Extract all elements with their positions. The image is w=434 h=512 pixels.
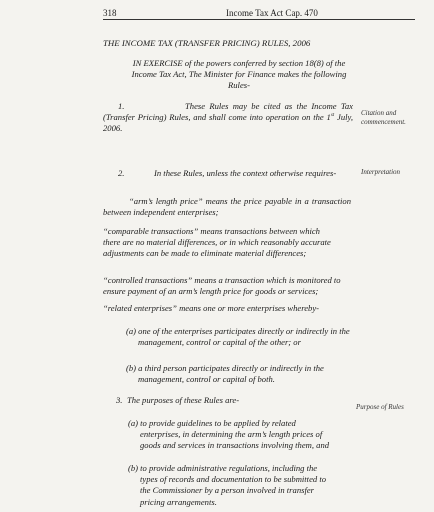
header-rule [103, 19, 415, 20]
definition-comparable-transactions: “comparable transactions” means transactions between which there are no material differences, or in which reasonably accurate adjustments can be made to eliminate material differences; [103, 226, 331, 259]
definition-related-enterprises: “related enterprises” means one or more enterprises whereby- [103, 303, 320, 313]
rule-1-text: These Rules may be cited as the Income Tax (Transfer Pricing) Rules, and shall come into operation on the 1st July, 2006. [103, 101, 353, 134]
rule-3-margin-note: Purpose of Rules [356, 403, 404, 411]
purpose-item-b: (b) to provide administrative regulations, including the types of records and documentation to be submitted to the Commissioner by a person involved in transfer pricing arrangements. [128, 463, 327, 507]
purpose-item-a: (a) to provide guidelines to be applied by related enterprises, in determining the arm’s length prices of goods and services in transactions involving them, and [128, 418, 330, 451]
rule-3-number: 3. [116, 395, 123, 405]
related-item-b: (b) a third person participates directly or indirectly in the management, control or capital of both. [126, 363, 324, 385]
document-title: THE INCOME TAX (TRANSFER PRICING) RULES, 2006 [103, 38, 311, 48]
page-number: 318 [103, 8, 117, 18]
definition-controlled-transactions: “controlled transactions” means a transaction which is monitored to ensure payment of an arm’s length price for goods or services; [103, 275, 341, 297]
preamble: IN EXERCISE of the powers conferred by section 18(8) of the Income Tax Act, The Minister for Finance makes the following Rules- [131, 58, 347, 91]
rule-1-margin-note: Citation and commencement. [361, 109, 406, 126]
rule-2-text: In these Rules, unless the context otherwise requires- [154, 168, 337, 178]
rule-1-number: 1. [118, 101, 125, 111]
running-title: Income Tax Act Cap. 470 [226, 8, 318, 18]
related-item-a: (a) one of the enterprises participates directly or indirectly in the management, control or capital of the other; or [126, 326, 350, 348]
rule-2-margin-note: Interpretation [361, 168, 401, 176]
rule-2-number: 2. [118, 168, 125, 178]
definition-arms-length-price: “arm’s length price” means the price payable in a transaction between independent enterprises; [103, 196, 351, 218]
rule-3-text: The purposes of these Rules are- [127, 395, 240, 405]
